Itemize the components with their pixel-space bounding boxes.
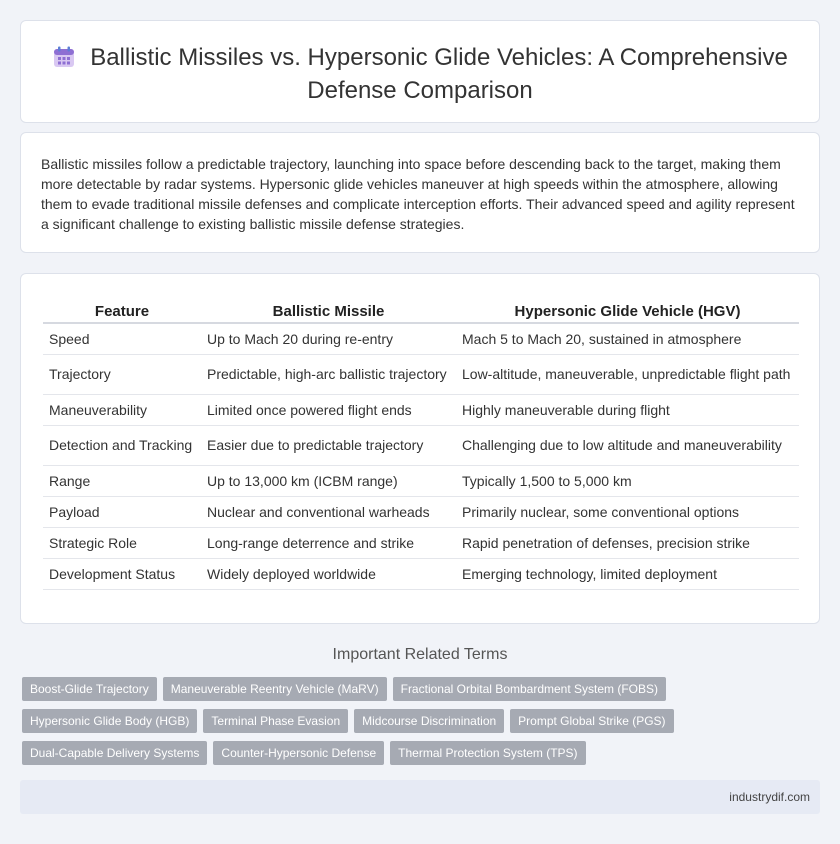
ballistic-cell: Widely deployed worldwide [201, 558, 456, 589]
related-term-tag[interactable]: Counter-Hypersonic Defense [213, 741, 384, 765]
feature-cell: Development Status [43, 558, 201, 589]
related-term-tag[interactable]: Dual-Capable Delivery Systems [22, 741, 207, 765]
feature-cell: Maneuverability [43, 394, 201, 425]
table-row [43, 354, 799, 394]
feature-cell: Range [43, 465, 201, 496]
hgv-cell: Emerging technology, limited deployment [456, 558, 799, 589]
related-term-tag[interactable]: Fractional Orbital Bombardment System (FOBS) [393, 677, 666, 701]
related-term-tag[interactable]: Midcourse Discrimination [354, 709, 504, 733]
column-header-hgv: Hypersonic Glide Vehicle (HGV) [456, 297, 799, 323]
intro-paragraph: Ballistic missiles follow a predictable trajectory, launching into space before descending back to the target, making them more detectable by radar systems. Hypersonic glide vehicles maneuver at high speeds within the atmosphere, allowing them to evade traditional missile defenses and complicate interception efforts. Their advanced speed and agility represent a significant challenge to existing ballistic missile defense strategies. [41, 156, 795, 232]
table-header-row [43, 297, 799, 323]
column-header-ballistic: Ballistic Missile [201, 297, 456, 323]
ballistic-cell: Up to Mach 20 during re-entry [201, 323, 456, 354]
table-row [43, 465, 799, 496]
comparison-table [43, 297, 799, 590]
ballistic-cell: Easier due to predictable trajectory [201, 425, 456, 465]
hgv-cell: Challenging due to low altitude and maneuverability [456, 425, 799, 465]
table-row [43, 323, 799, 354]
hgv-cell: Typically 1,500 to 5,000 km [456, 465, 799, 496]
ballistic-cell: Long-range deterrence and strike [201, 527, 456, 558]
column-header-feature: Feature [43, 297, 201, 323]
related-term-tag[interactable]: Boost-Glide Trajectory [22, 677, 157, 701]
feature-cell: Trajectory [43, 354, 201, 394]
feature-cell: Payload [43, 496, 201, 527]
page-title: Ballistic Missiles vs. Hypersonic Glide Vehicles: A Comprehensive Defense Comparison [90, 44, 788, 104]
footer [20, 780, 820, 814]
ballistic-cell: Limited once powered flight ends [201, 394, 456, 425]
related-term-tag[interactable]: Thermal Protection System (TPS) [390, 741, 585, 765]
ballistic-cell: Up to 13,000 km (ICBM range) [201, 465, 456, 496]
related-term-tag[interactable]: Hypersonic Glide Body (HGB) [22, 709, 197, 733]
table-row [43, 425, 799, 465]
comparison-card [20, 273, 820, 624]
tag-row [22, 677, 818, 701]
hgv-cell: Primarily nuclear, some conventional options [456, 496, 799, 527]
title-card [20, 20, 820, 123]
feature-cell: Strategic Role [43, 527, 201, 558]
tag-row [22, 709, 818, 733]
related-terms-heading: Important Related Terms [332, 646, 508, 663]
feature-cell: Speed [43, 323, 201, 354]
hgv-cell: Low-altitude, maneuverable, unpredictable flight path [456, 354, 799, 394]
feature-cell: Detection and Tracking [43, 425, 201, 465]
table-row [43, 394, 799, 425]
intro-card [20, 132, 820, 253]
table-row [43, 558, 799, 589]
table-row [43, 496, 799, 527]
ballistic-cell: Nuclear and conventional warheads [201, 496, 456, 527]
related-term-tag[interactable]: Maneuverable Reentry Vehicle (MaRV) [163, 677, 387, 701]
table-row [43, 527, 799, 558]
calendar-grid-icon [52, 45, 76, 76]
related-term-tag[interactable]: Terminal Phase Evasion [203, 709, 348, 733]
footer-site-link[interactable]: industrydif.com [729, 790, 810, 804]
hgv-cell: Mach 5 to Mach 20, sustained in atmosphere [456, 323, 799, 354]
related-term-tag[interactable]: Prompt Global Strike (PGS) [510, 709, 673, 733]
hgv-cell: Rapid penetration of defenses, precision strike [456, 527, 799, 558]
related-terms-list [22, 677, 818, 773]
tag-row [22, 741, 818, 765]
ballistic-cell: Predictable, high-arc ballistic trajectory [201, 354, 456, 394]
hgv-cell: Highly maneuverable during flight [456, 394, 799, 425]
